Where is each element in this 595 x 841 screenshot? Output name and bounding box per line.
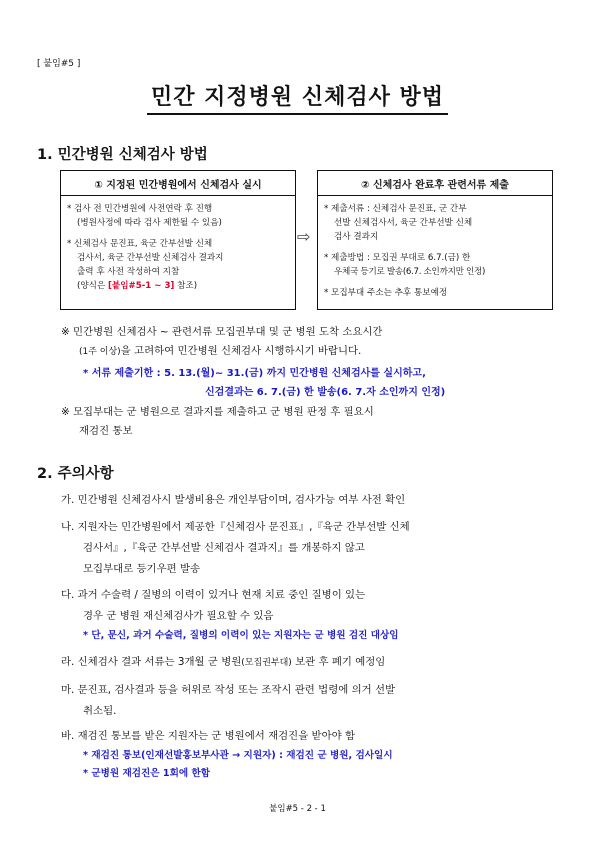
step2-box bbox=[317, 170, 553, 310]
caution-ra bbox=[61, 652, 385, 674]
step1-item2-line4 bbox=[67, 279, 289, 293]
ma-line1: 마. 문진표, 검사결과 등을 허위로 작성 또는 조작시 관련 법령에 의거 선발 bbox=[61, 684, 396, 696]
note1-rest: 을 고려하여 민간병원 신체검사 시행하시기 바랍니다. bbox=[120, 345, 362, 357]
step1-ref-prefix: (양식은 bbox=[77, 281, 108, 291]
step2-item2-line1: * 제출방법 : 모집권 부대로 6.7.(금) 한 bbox=[324, 253, 471, 263]
na-line1: 나. 지원자는 민간병원에서 제공한『신체검사 문진표』,『육군 간부선발 신체 bbox=[61, 521, 410, 533]
section2-heading: 2. 주의사항 bbox=[37, 466, 114, 482]
attachment-ref-link: [붙임#5-1 ~ 3] bbox=[108, 281, 175, 291]
step1-item2-line3: 출력 후 사전 작성하여 지참 bbox=[77, 267, 180, 277]
na-line3: 모집부대로 등기우편 발송 bbox=[83, 563, 201, 575]
ba-note1: * 재검진 통보(인재선발홍보부사관 → 지원자) : 재검진 군 병원, 검사일시 bbox=[83, 750, 393, 761]
caution-ga: 가. 민간병원 신체검사시 발생비용은 개인부담이며, 검사가능 여부 사전 확인 bbox=[61, 494, 406, 506]
ra-prefix: 라. 신체검사 결과 서류는 3개월 군 병원 bbox=[61, 656, 242, 668]
page-title bbox=[0, 80, 595, 111]
step1-header: ① 지정된 민간병원에서 신체검사 실시 bbox=[61, 171, 295, 196]
da-line1: 다. 과거 수술력 / 질병의 이력이 있거나 현재 치료 중인 질병이 있는 bbox=[61, 589, 366, 601]
step2-item1-line1: * 제출서류 : 신체검사 문진표, 군 간부 bbox=[324, 204, 467, 214]
note1-line1: ※ 민간병원 신체검사 ~ 관련서류 모집권부대 및 군 병원 도착 소요시간 bbox=[61, 326, 383, 338]
caution-ba bbox=[61, 726, 393, 783]
note-duration bbox=[61, 323, 382, 362]
step1-item-contact bbox=[67, 202, 289, 230]
note-reexam bbox=[61, 403, 374, 441]
step1-item-forms bbox=[67, 237, 289, 293]
step2-item1-line2: 선발 신체검사서, 육군 간부선발 신체 bbox=[334, 218, 473, 228]
step2-item-documents bbox=[324, 202, 546, 244]
ra-small: (모집권부대) bbox=[241, 658, 292, 668]
note1-line2 bbox=[61, 342, 382, 362]
note2-line1: ※ 모집부대는 군 병원으로 결과지를 제출하고 군 병원 판정 후 필요시 bbox=[61, 406, 374, 418]
step1-ref-suffix: 참조) bbox=[174, 281, 198, 291]
ra-suffix: 보관 후 폐기 예정임 bbox=[291, 656, 386, 668]
step1-body bbox=[61, 196, 295, 304]
page-footer: 붙임#5 - 2 - 1 bbox=[269, 804, 326, 814]
caution-na bbox=[61, 517, 410, 580]
caution-ma bbox=[61, 680, 395, 722]
caution-da bbox=[61, 585, 399, 645]
attachment-tag: [ 붙임#5 ] bbox=[37, 59, 81, 69]
step1-item2-line2: 검사서, 육군 간부선발 신체검사 결과지 bbox=[77, 253, 224, 263]
step2-body bbox=[318, 196, 552, 311]
step2-item-method bbox=[324, 251, 546, 279]
deadline-line2: 신검결과는 6. 7.(금) 한 발송(6. 7.자 소인까지 인정) bbox=[205, 387, 446, 398]
step2-item-address: * 모집부대 주소는 추후 통보예정 bbox=[324, 288, 448, 298]
ma-line2: 취소됨. bbox=[83, 705, 117, 717]
da-line2: 경우 군 병원 재신체검사가 필요할 수 있음 bbox=[83, 610, 274, 622]
section1-heading: 1. 민간병원 신체검사 방법 bbox=[37, 147, 208, 163]
step2-header: ② 신체검사 완료후 관련서류 제출 bbox=[318, 171, 552, 196]
step1-item1-line2: (병원사정에 따라 검사 제한될 수 있음) bbox=[77, 218, 222, 228]
step2-item2-line2: 우체국 등기로 발송(6.7. 소인까지만 인정) bbox=[334, 267, 486, 277]
step1-box bbox=[60, 170, 296, 310]
deadline-line1: * 서류 제출기한 : 5. 13.(월)~ 31.(금) 까지 민간병원 신체검사를 실시하고, bbox=[83, 368, 426, 379]
arrow-icon: ⇨ bbox=[297, 227, 311, 246]
na-line2: 검사서』,『육군 간부선발 신체검사 결과지』를 개봉하지 않고 bbox=[83, 542, 365, 554]
note1-small: (1주 이상) bbox=[79, 347, 121, 357]
step2-item1-line3: 검사 결과지 bbox=[334, 232, 379, 242]
step1-item2-line1: * 신체검사 문진표, 육군 간부선발 신체 bbox=[67, 239, 213, 249]
da-note: * 단, 문신, 과거 수술력, 질병의 이력이 있는 지원자는 군 병원 검진 대상임 bbox=[83, 630, 399, 641]
ba-line1: 바. 재검진 통보를 받은 지원자는 군 병원에서 재검진을 받아야 함 bbox=[61, 730, 355, 742]
ba-note2: * 군병원 재검진은 1회에 한함 bbox=[83, 768, 210, 779]
note2-line2: 재검진 통보 bbox=[79, 425, 133, 437]
step1-item1-line1: * 검사 전 민간병원에 사전연락 후 진행 bbox=[67, 204, 213, 214]
page-title-text: 민간 지정병원 신체검사 방법 bbox=[147, 85, 448, 115]
